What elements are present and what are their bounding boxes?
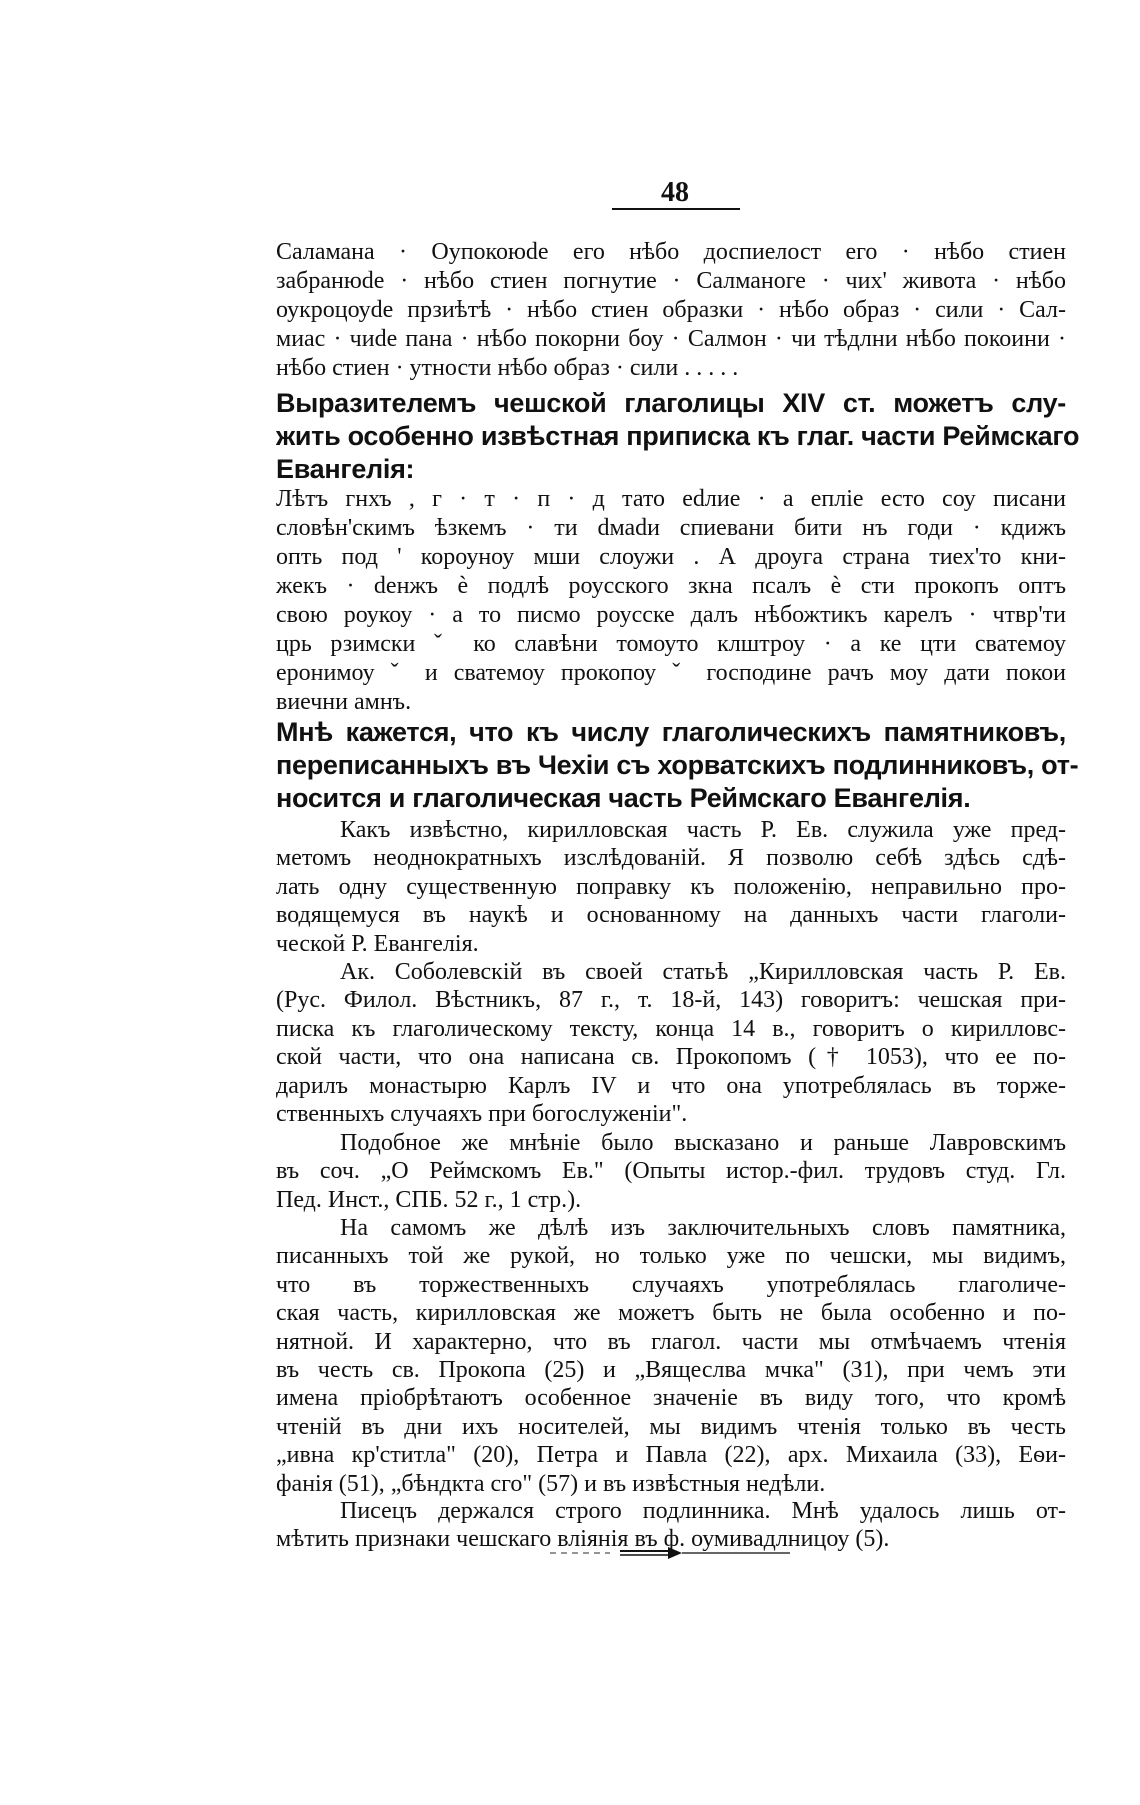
text-line: писанныхъ той же рукой, но только уже по чешски, мы видимъ, [276,1243,1066,1270]
text-line: нятной. И характерно, что въ глагол. части мы отмѣчаемъ чтенія [276,1328,1066,1355]
paragraph-1 [276,816,1066,958]
heading-line: жить особенно извѣстная приписка къ глаг. части Реймскаго [276,421,1080,451]
text-line: ческой Р. Евангелія. [276,930,479,957]
text-line: ской части, что она написана св. Прокопомъ († 1053), что ее по- [276,1044,1066,1071]
text-line: дарилъ монастырю Карлъ IV и что она употреблялась въ торже- [276,1072,1066,1099]
text-line: въ честь св. Прокопа (25) и „Вящеслва мчка" (31), при чемъ эти [276,1356,1066,1383]
text-line: опть под ' короуноу мши слоужи . А дроуга страна тиех'то кни- [276,544,1066,570]
text-line: Пед. Инст., СПБ. 52 г., 1 стр.). [276,1186,582,1213]
top-fragment [276,238,1066,383]
text-line: Писецъ держался строго подлинника. Мнѣ удалось лишь от- [340,1498,1066,1524]
heading-line: Выразителемъ чешской глаголицы XIV ст. можетъ слу- [276,388,1066,418]
text-line: имена пріобрѣтаютъ особенное значеніе въ виду того, что кромѣ [276,1385,1066,1412]
text-line: нѣбо стиен · утности нѣбо образ · сили . . . . . [276,355,739,381]
text-line: ственныхъ случаяхъ при богослуженіи". [276,1100,688,1127]
page-number: 48 [661,177,689,208]
heading-glagolitic-inscription [276,387,1080,486]
text-line: фанія (51), „бѣндкта сго" (57) и въ извѣстныя недѣли. [276,1470,826,1497]
text-line: забранюdе · нѣбо стиен погнутие · Салманоге · чих' живота · нѣбо [276,268,1066,294]
text-line: чтеній въ дни ихъ носителей, мы видимъ чтенія только въ честь [276,1413,1066,1440]
heading-line: носится и глаголическая часть Реймскаго Евангелія. [276,783,971,813]
text-line: (Рус. Филол. Вѣстникъ, 87 г., т. 18-й, 143) говоритъ: чешская при- [276,987,1066,1014]
text-line: лать одну существенную поправку къ положенію, неправильно про- [276,873,1066,900]
paragraph-4 [276,1214,1066,1498]
paragraph-2 [276,958,1066,1128]
text-line: въ соч. „О Реймскомъ Ев." (Опыты истор.-фил. трудовъ студ. Гл. [276,1158,1066,1185]
text-line: Саламана · Оупокоюdе его нѣбо доспиелост его · нѣбо стиен [276,239,1066,265]
text-line: Подобное же мнѣніе было высказано и раньше Лавровскимъ [340,1130,1066,1156]
text-line: метомъ неоднократныхъ изслѣдованій. Я позволю себѣ здѣсь сдѣ- [276,845,1066,872]
text-line: Лѣтъ гнхъ , г · т · п · д тато еdлие · а епліе есто соу писани [276,486,1066,512]
text-line: На самомъ же дѣлѣ изъ заключительныхъ словъ памятника, [340,1215,1066,1241]
text-line: виечни амнъ. [276,689,412,715]
inscription-quote [276,485,1066,717]
text-line: словѣн'скимъ ѣзкемъ · ти dмаdи спиевани бити нъ годи · кдижъ [276,515,1066,541]
page-number-rule [612,208,740,210]
text-line: Какъ извѣстно, кирилловская часть Р. Ев. служила уже пред- [340,817,1066,843]
text-line: оукроцоуdе прзиѣтѣ · нѣбо стиен образки · нѣбо образ · сили · Сал- [276,297,1066,323]
paragraph-3 [276,1129,1066,1214]
text-line: „ивна кр'ститла" (20), Петра и Павла (22), арх. Михаила (33), Еѳи- [276,1442,1066,1469]
heading-line: Евангелія: [276,454,415,484]
text-line: еронимоу ˇ и сватемоу прокопоу ˇ господине рачъ моу дати покои [276,660,1066,686]
heading-thesis [276,716,1079,815]
text-line: миас · чиdе пана · нѣбо покорни боу · Салмон · чи тѣдлни нѣбо покоини · [276,326,1066,352]
text-line: водящемуся въ наукѣ и основанному на данныхъ части глаголи- [276,902,1066,929]
text-line: ская часть, кирилловская же можетъ быть не была особенно и по- [276,1300,1066,1327]
ornament-divider [550,1543,800,1563]
text-line: жекъ · dенжъ ѐ подлѣ роусского зкна псалъ ѐ сти прокопъ оптъ [276,573,1066,599]
text-line: свою роукоу · а то писмо роусске далъ нѣбожтикъ карелъ · чтвр'ти [276,602,1066,628]
heading-line: Мнѣ кажется, что къ числу глаголическихъ памятниковъ, [276,717,1066,747]
heading-line: переписанныхъ въ Чехіи съ хорватскихъ подлинниковъ, от- [276,750,1079,780]
text-line: Ак. Соболевскій въ своей статьѣ „Кирилловская часть Р. Ев. [340,959,1066,985]
text-line: что въ торжественныхъ случаяхъ употреблялась глаголиче- [276,1271,1066,1298]
text-line: мѣтить признаки чешскаго вліянія въ ф. оумивадлницоу (5). [276,1526,890,1553]
text-line: црь рзимски ˇ ко славѣни томоуто клштроу · а ке цти сватемоу [276,631,1066,657]
text-line: писка къ глаголическому тексту, конца 14 в., говоритъ о кирилловс- [276,1015,1066,1042]
